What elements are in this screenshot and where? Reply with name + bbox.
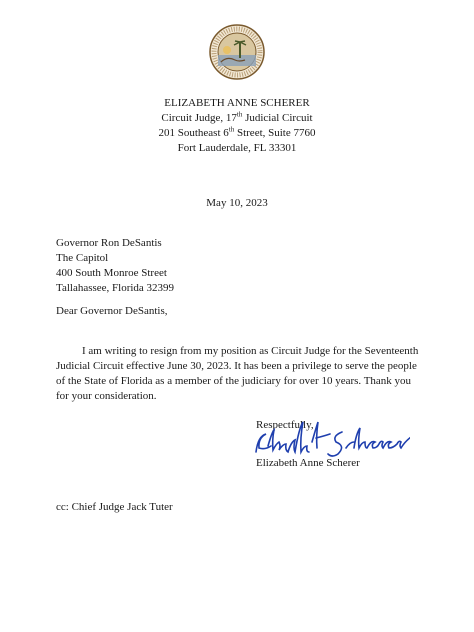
address-line-2: Fort Lauderdale, FL 33301 — [177, 142, 297, 154]
letter-body — [56, 344, 426, 404]
recipient-address — [56, 236, 174, 296]
judge-title: Circuit Judge, 17th Judicial Circuit — [161, 110, 313, 124]
recipient-line-3: 400 South Monroe Street — [56, 267, 167, 279]
letter-date: May 10, 2023 — [206, 197, 268, 209]
judge-name: ELIZABETH ANNE SCHERER — [164, 97, 310, 109]
letterhead — [0, 96, 474, 156]
address-line-1: 201 Southeast 6th Street, Suite 7760 — [158, 125, 316, 139]
body-line: for your consideration. — [56, 390, 157, 402]
closing: Respectfully, — [256, 419, 314, 431]
salutation: Dear Governor DeSantis, — [56, 305, 168, 317]
recipient-name: Governor Ron DeSantis — [56, 237, 162, 249]
florida-state-seal — [209, 24, 265, 80]
body-line: of the State of Florida as a member of the judiciary for over 10 years. Thank you — [56, 375, 412, 387]
recipient-line-4: Tallahassee, Florida 32399 — [56, 282, 175, 294]
cc-line: cc: Chief Judge Jack Tuter — [56, 501, 173, 513]
body-line: Judicial Circuit effective June 30, 2023. It has been a privilege to serve the people — [56, 360, 417, 372]
body-line: I am writing to resign from my position as Circuit Judge for the Seventeenth — [82, 345, 419, 357]
recipient-line-2: The Capitol — [56, 252, 109, 264]
typed-signer-name: Elizabeth Anne Scherer — [256, 457, 360, 469]
